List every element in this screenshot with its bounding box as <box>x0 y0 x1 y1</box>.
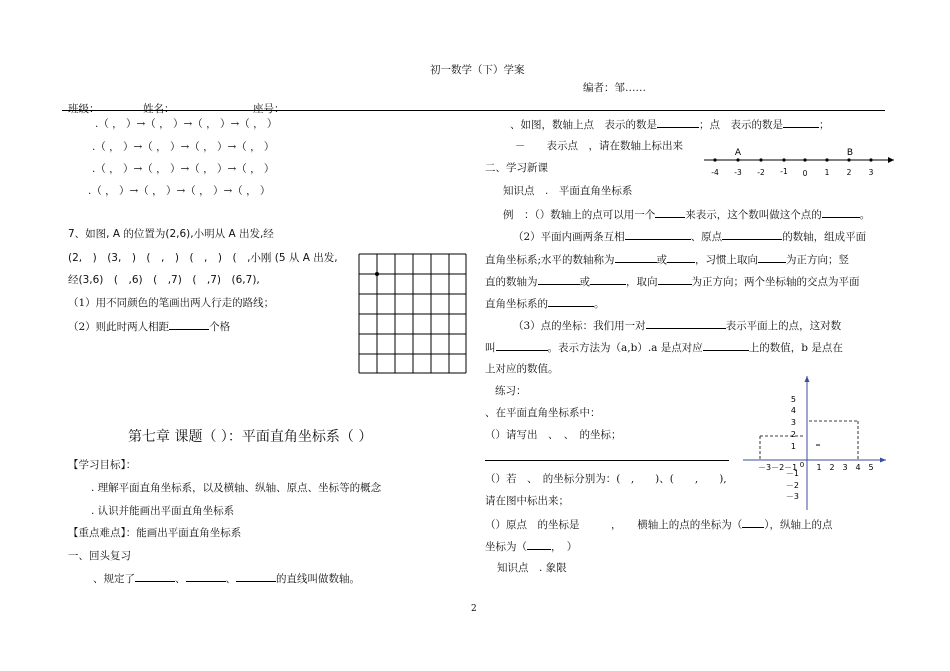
p2-text: 。 <box>594 298 605 310</box>
seat-label: 座号： <box>253 103 285 115</box>
page-number: 2 <box>471 604 477 614</box>
p2-text: 、原点 <box>690 231 723 243</box>
coordinate-figure <box>740 372 890 512</box>
p2-text: 为正方向；两个坐标轴的交点为平面 <box>691 276 860 288</box>
answer-blank[interactable] <box>655 206 685 218</box>
exercise-1-part-2-b: 请在图中标出来； <box>485 495 569 507</box>
numline-question-2: － 表示点 ，请在数轴上标出来 <box>515 140 683 152</box>
q7-line-3: 经(3,6) ( ,6) ( ,7) ( ,7) (6,7), <box>68 274 260 286</box>
y-label: 1 <box>790 442 796 451</box>
review-question <box>93 570 360 586</box>
answer-blank[interactable] <box>646 317 726 329</box>
answer-blank[interactable] <box>496 339 548 351</box>
p2-text: 为正方向；竖 <box>786 254 850 266</box>
tick-label: -1 <box>780 167 788 176</box>
y-label: 3 <box>790 418 796 427</box>
tick-label: 1 <box>824 168 830 177</box>
point-b-label: B <box>846 148 854 158</box>
p2-text: 的数轴，组成平面 <box>782 231 867 243</box>
number-line-figure <box>700 138 900 182</box>
answer-blank[interactable] <box>722 228 782 240</box>
answer-blank[interactable] <box>527 538 551 550</box>
tick-label: 3 <box>868 168 874 177</box>
tick-label: -3 <box>734 168 742 177</box>
p2-line-3 <box>485 273 860 289</box>
tick-label: -4 <box>711 168 719 177</box>
separator: 、 <box>175 573 186 585</box>
p2-line-4 <box>485 295 605 311</box>
answer-blank[interactable] <box>758 251 786 263</box>
dashed-guides <box>760 421 858 460</box>
answer-blank[interactable] <box>822 206 860 218</box>
objective-2: . 认识并能画出平面直角坐标系 <box>91 505 235 517</box>
separator: 、 <box>225 573 236 585</box>
objectives-heading: 【学习目标】： <box>68 459 137 471</box>
answer-blank[interactable] <box>538 273 580 285</box>
ex-text: （）原点 的坐标是 ， 横轴上的点的坐标为（ <box>485 519 743 531</box>
y-label: 5 <box>790 395 796 404</box>
exercise-1-part-1: （）请写出 、 、 的坐标； <box>485 429 622 441</box>
x-label: 3 <box>842 463 848 472</box>
review-text-end: 的直线叫做数轴。 <box>276 573 360 585</box>
example-text: 。 <box>859 209 871 221</box>
keypoint: 【重点难点】：能画出平面直角坐标系 <box>68 527 242 539</box>
numline-text: ；点 表示的数是 <box>699 119 783 131</box>
p2-text: 直角坐标系的 <box>485 298 548 310</box>
answer-blank[interactable] <box>742 516 764 528</box>
answer-blank[interactable] <box>169 318 209 330</box>
knowledge-point-1: 知识点 . 平面直角坐标系 <box>503 185 633 197</box>
new-lesson-heading: 二、学习新课 <box>485 162 548 174</box>
y-label: －1 <box>785 469 799 478</box>
p3-line-1 <box>513 317 841 333</box>
x-arrow-icon <box>880 458 886 463</box>
editor-label: 编者：邹…… <box>583 82 646 94</box>
objective-1: . 理解平面直角坐标系，以及横轴、纵轴、原点、坐标等的概念 <box>91 482 382 494</box>
exercise-1-part-2: （）若 、 的坐标分别为：( , )、( , ), <box>485 473 727 485</box>
grid-figure <box>358 253 468 375</box>
answer-blank[interactable] <box>236 570 276 582</box>
ex-text: ），纵轴上的点 <box>764 519 833 531</box>
origin-label: 0 <box>799 461 805 469</box>
exercise-1-part-3-b <box>485 538 577 554</box>
x-label: 4 <box>855 463 861 472</box>
tick-label: 0 <box>802 169 808 178</box>
p3-text: 表示平面上的点，这对数 <box>725 320 842 332</box>
answer-blank[interactable] <box>135 570 175 582</box>
p2-line-2 <box>485 251 849 267</box>
answer-blank[interactable] <box>186 570 226 582</box>
exercise-1: 、在平面直角坐标系中： <box>485 407 601 419</box>
class-label: 班级： <box>68 103 100 115</box>
q7-part-2 <box>68 318 230 334</box>
tick-label: 2 <box>846 168 852 177</box>
ex-text: 坐标为（ <box>485 541 527 553</box>
q7-line-1: 7、如图, A 的位置为(2,6),小明从 A 出发,经 <box>68 228 274 240</box>
p2-text: ，取向 <box>626 276 658 288</box>
example-text: 例 ：（）数轴上的点可以用一个 <box>503 209 656 221</box>
p3-line-3: 上对应的数值。 <box>485 363 559 375</box>
chapter-title: 第七章 课题（ ）：平面直角坐标系（ ） <box>128 429 373 445</box>
q7-line-2: (2, ) (3, ) ( , ) ( , ) ( ,小刚 (5 从 A 出发, <box>68 252 338 264</box>
header-rule <box>62 110 885 111</box>
numline-question-1 <box>510 116 830 132</box>
name-label: 姓名： <box>143 103 175 115</box>
p3-text: （3）点的坐标：我们用一对 <box>513 320 646 332</box>
p2-text: （2）平面内画两条互相 <box>513 231 625 243</box>
answer-blank[interactable] <box>783 116 819 128</box>
ex-text: ， ） <box>551 541 578 553</box>
review-heading: 一、回头复习 <box>68 550 131 562</box>
review-text: 、规定了 <box>93 573 135 585</box>
exercise-1-part-3 <box>485 516 833 532</box>
practice-heading: 练习： <box>495 385 527 397</box>
p2-text: 直角坐标系;水平的数轴称为 <box>485 254 615 266</box>
y-label: 2 <box>790 430 796 439</box>
q7-part-2-unit: 个格 <box>209 321 231 333</box>
answer-blank[interactable] <box>590 273 626 285</box>
y-arrow-icon <box>805 376 810 382</box>
page-title: 初一数学（下）学案 <box>430 64 525 76</box>
arrow-icon <box>888 157 894 163</box>
route-row-1: .（ ， ）→（ ， ）→（ ， ）→（ ， ） <box>95 118 278 130</box>
p3-line-2 <box>485 339 843 355</box>
p3-text: 叫 <box>485 342 496 354</box>
answer-blank[interactable] <box>667 251 695 263</box>
p2-text: 直的数轴为 <box>485 276 538 288</box>
route-row-4: .（ ， ）→（ ， ）→（ ， ）→（ ， ） <box>88 185 271 197</box>
x-label: 1 <box>816 463 822 472</box>
p2-text: ，习惯上取向 <box>695 254 759 266</box>
answer-blank[interactable] <box>657 116 699 128</box>
answer-blank[interactable] <box>703 339 749 351</box>
p2-text: 或 <box>656 254 668 266</box>
tick-label: -2 <box>757 168 765 177</box>
y-label: －3 <box>785 492 799 501</box>
numline-text: ； <box>819 119 830 131</box>
answer-blank[interactable] <box>615 251 657 263</box>
numline-text: 、如图，数轴上点 表示的数是 <box>510 119 657 131</box>
q7-part-2-text: （2）则此时两人相距 <box>68 321 170 333</box>
point-a-marker <box>375 272 379 276</box>
example-line <box>503 206 870 222</box>
answer-line[interactable] <box>485 460 729 461</box>
route-row-2: .（ ， ）→（ ， ）→（ ， ）→（ ， ） <box>92 141 275 153</box>
answer-blank[interactable] <box>658 273 692 285</box>
x-neg-labels: －3－2－1 <box>758 463 798 472</box>
example-text: 来表示，这个数叫做这个点的 <box>685 209 822 221</box>
route-row-3: .（ ， ）→（ ， ）→（ ， ）→（ ， ） <box>92 163 275 175</box>
point-a-label: A <box>734 148 742 158</box>
grid-lines <box>359 254 466 373</box>
knowledge-point-2: 知识点 . 象限 <box>497 562 567 574</box>
y-label: 4 <box>790 406 796 415</box>
p2-text: 或 <box>579 276 590 288</box>
y-label: －2 <box>785 481 799 490</box>
x-label: 5 <box>868 463 874 472</box>
q7-part-1: （1）用不同颜色的笔画出两人行走的路线； <box>68 297 275 309</box>
answer-blank[interactable] <box>548 295 594 307</box>
x-label: 2 <box>829 463 835 472</box>
p3-text: 。表示方法为（a,b）.a 是点对应 <box>547 342 703 354</box>
answer-blank[interactable] <box>625 228 691 240</box>
p3-text: 上的数值，b 是点在 <box>748 342 843 354</box>
p2-line-1 <box>513 228 866 244</box>
